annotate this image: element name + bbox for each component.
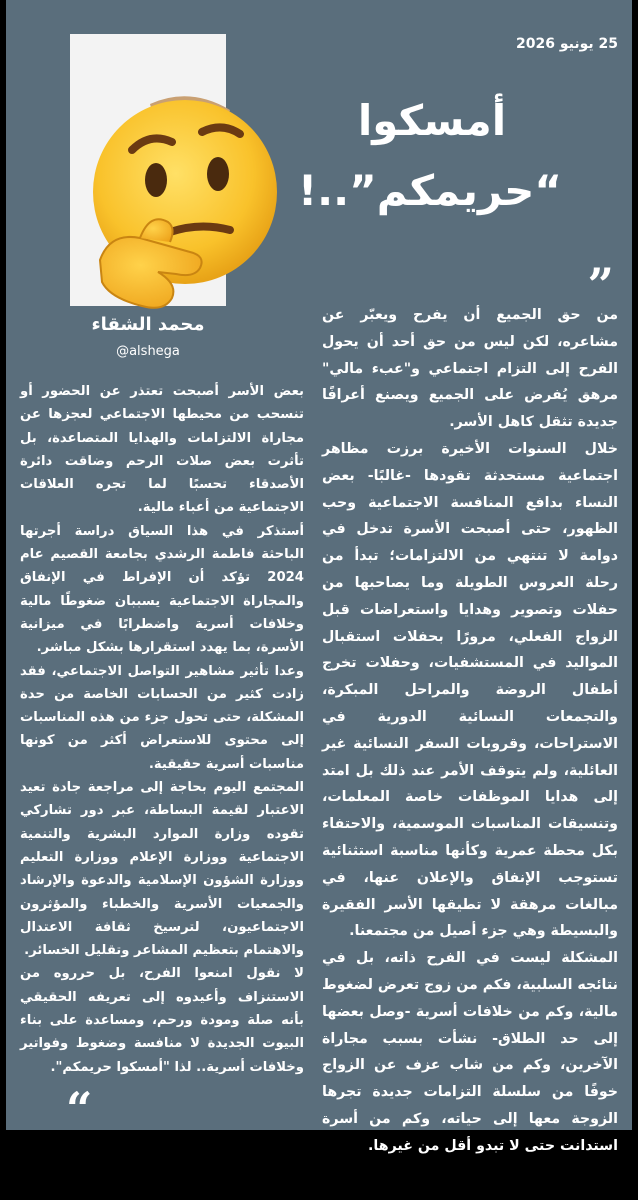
thinking-face-icon xyxy=(80,92,280,322)
paragraph: المجتمع اليوم بحاجة إلى مراجعة جادة تعيد الاعتبار لقيمة البساطة، عبر دور تشاركي تقوده وزارة الموارد البشرية والتنمية الاجتماعية ووزارة الإعلام ووزارة التعليم ووزارة الشؤون الإسلامية والدعوة والإرشاد والجمعيات الأسرية والخطباء والمؤثرون الاجتماعيون، لترسيخ ثقافة الاعتدال والاهتمام بتعظيم المشاعر وتقليل الخسائر. xyxy=(20,780,304,959)
article-sheet xyxy=(6,0,632,1154)
article-body-left-column xyxy=(20,380,304,1079)
article-body-right-column xyxy=(322,302,618,1160)
paragraph: المشكلة ليست في الفرح ذاته، بل في نتائجه السلبية، فكم من زوج تعرض لضغوط مالية، وكم من خلافات أسرية -وصل بعضها إلى حد الطلاق- نشأت بسبب مجاراة الآخرين، وكم من شاب عزف عن الزواج خوفًا من سلسلة التزامات جديدة تجرها الزوجة معها إلى حياته، وكم من أسرة استدانت حتى لا تبدو أقل من غيرها. xyxy=(322,950,618,1154)
author-photo xyxy=(70,34,226,306)
author-handle: @alshega xyxy=(116,344,180,359)
paragraph: أستذكر في هذا السياق دراسة أجرتها الباحثة فاطمة الرشدي بجامعة القصيم عام 2024 تؤكد أن الإفراط في الإنفاق والمجاراة الاجتماعية يسببان ضغوطًا مالية وخلافات أسرية واضطرابًا في ميزانية الأسرة، بما يهدد استقرارها بشكل مباشر. xyxy=(20,523,304,656)
paragraph: بعض الأسر أصبحت تعتذر عن الحضور أو تنسحب من محيطها الاجتماعي لعجزها عن مجاراة الالتزامات والهدايا المتصاعدة، بل تأثرت بعض صلات الرحم وضاقت دائرة الأصدقاء تحسبًا لما تجره العلاقات الاجتماعية من أعباء مالية. xyxy=(20,384,304,516)
paragraph: وعدا تأثير مشاهير التواصل الاجتماعي، فقد زادت كثير من الحسابات الخاصة من حدة المشكلة، حتى تحول جزء من هذه المناسبات إلى محتوى للاستعراض أكثر من كونها مناسبات أسرية حقيقية. xyxy=(20,663,304,772)
paragraph: لا نقول امنعوا الفرح، بل حرروه من الاستنزاف وأعيدوه إلى تعريفه الحقيقي بأنه صلة ومودة ورحم، ومساعدة على بناء البيوت الجديدة لا منافسة وضغوط وفواتير وخلافات أسرية.. لذا "أمسكوا حريمكم". xyxy=(20,966,304,1075)
article-title-line-1: أمسكوا xyxy=(357,96,507,145)
author-name: محمد الشقاء xyxy=(91,314,205,335)
opening-quote-mark: ” xyxy=(587,258,614,312)
paragraph: من حق الجميع أن يفرح ويعبّر عن مشاعره، لكن ليس من حق أحد أن يحول الفرح إلى التزام اجتماعي و"عبء مالي" مرهق يُفرض على الجميع ويصنع أعرافًا جديدة تثقل كاهل الأسر. xyxy=(322,307,618,431)
paragraph: خلال السنوات الأخيرة برزت مظاهر اجتماعية مستحدثة تقودها -غالبًا- بعض النساء بدافع المنافسة الاجتماعية وحب الظهور، حتى أصبحت الأسرة تدخل في دوامة لا تنتهي من الالتزامات؛ تبدأ من رحلة العروس الطويلة وما يصاحبها من حفلات وتصوير وهدايا واستعراضات قبل الزواج الفعلي، مرورًا بحفلات استقبال المواليد في المستشفيات، وحفلات تخرج أطفال الروضة والمراحل المبكرة، والتجمعات النسائية الدورية في الاستراحات، وقروبات السفر النسائية غير العائلية، ولم يتوقف الأمر عند ذلك بل امتد إلى هدايا الموظفات خاصة المعلمات، وتنسيقات المناسبات الموسمية، والاحتفاء بكل محطة عمرية وكأنها مناسبة استثنائية تستوجب الإنفاق والإعلان عنها، في مبالغات مرهقة لا تطيقها الأسر الفقيرة والبسيطة وهي جزء أصيل من مجتمعنا. xyxy=(322,440,618,940)
publication-date: 25 يونيو 2026 xyxy=(516,36,618,52)
article-title-line-2: “حريمكم”..! xyxy=(298,166,562,215)
closing-quote-mark: “ xyxy=(66,1082,93,1136)
